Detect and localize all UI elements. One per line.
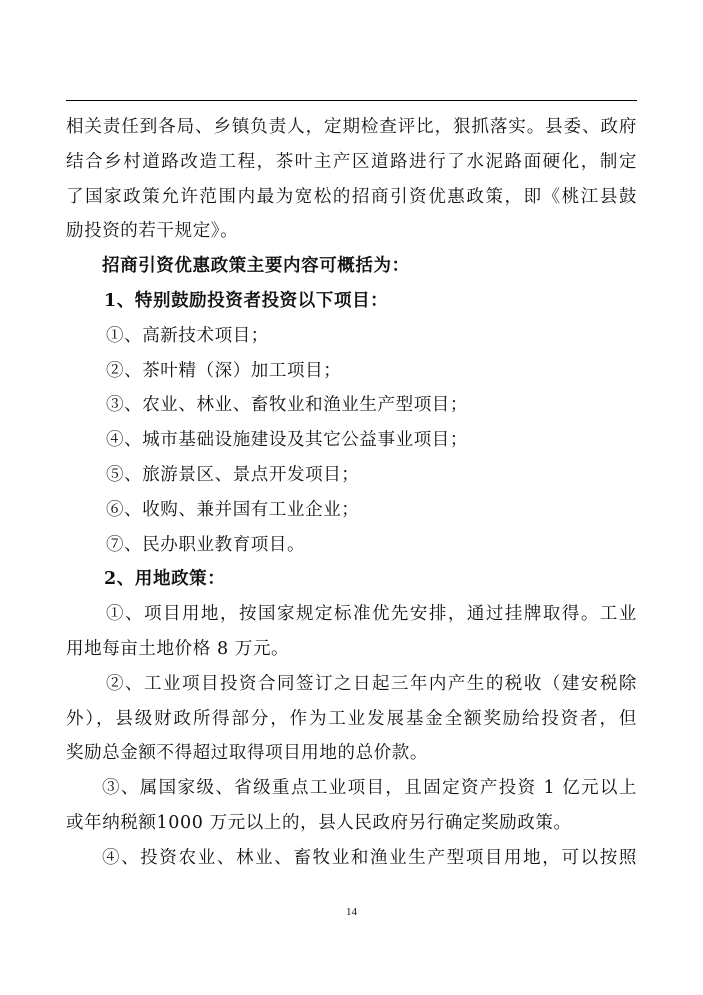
body-line: 或年纳税额1000 万元以上的，县人民政府另行确定奖励政策。 (66, 812, 572, 833)
section-heading: 1、特别鼓励投资者投资以下项目： (104, 290, 389, 311)
body-line: 奖励总金额不得超过取得项目用地的总价款。 (66, 743, 428, 764)
body-line: 外），县级财政所得部分，作为工业发展基金全额奖励给投资者，但 (66, 708, 637, 729)
list-item: ⑥、收购、兼并国有工业企业； (106, 499, 360, 520)
body-line: ④、投资农业、林业、畜牧业和渔业生产型项目用地，可以按照 (102, 847, 637, 868)
body-line: 结合乡村道路改造工程，茶叶主产区道路进行了水泥路面硬化，制定 (66, 151, 637, 172)
list-item: ⑤、旅游景区、景点开发项目； (106, 464, 360, 485)
list-item: ⑦、民办职业教育项目。 (106, 534, 306, 555)
body-line: ①、项目用地，按国家规定标准优先安排，通过挂牌取得。工业 (106, 604, 637, 625)
body-line: ③、属国家级、省级重点工业项目，且固定资产投资 1 亿元以上 (102, 778, 637, 799)
body-line: 了国家政策允许范围内最为宽松的招商引资优惠政策，即《桃江县鼓 (66, 186, 637, 207)
list-item: ②、茶叶精（深）加工项目； (106, 360, 342, 381)
document-body (66, 110, 637, 876)
page-number: 14 (346, 906, 357, 918)
list-item: ④、城市基础设施建设及其它公益事业项目； (106, 430, 468, 451)
body-line: 用地每亩土地价格 8 万元。 (66, 638, 290, 659)
section-heading: 招商引资优惠政策主要内容可概括为： (102, 256, 410, 277)
header-rule (66, 100, 637, 101)
body-line: ②、工业项目投资合同签订之日起三年内产生的税收（建安税除 (106, 673, 637, 694)
list-item: ③、农业、林业、畜牧业和渔业生产型项目； (106, 395, 468, 416)
body-line: 相关责任到各局、乡镇负责人，定期检查评比，狠抓落实。县委、政府 (66, 117, 637, 137)
body-line: 励投资的若干规定》。 (66, 221, 239, 242)
list-item: ①、高新技术项目； (106, 325, 269, 346)
section-heading: 2、用地政策： (104, 569, 226, 590)
